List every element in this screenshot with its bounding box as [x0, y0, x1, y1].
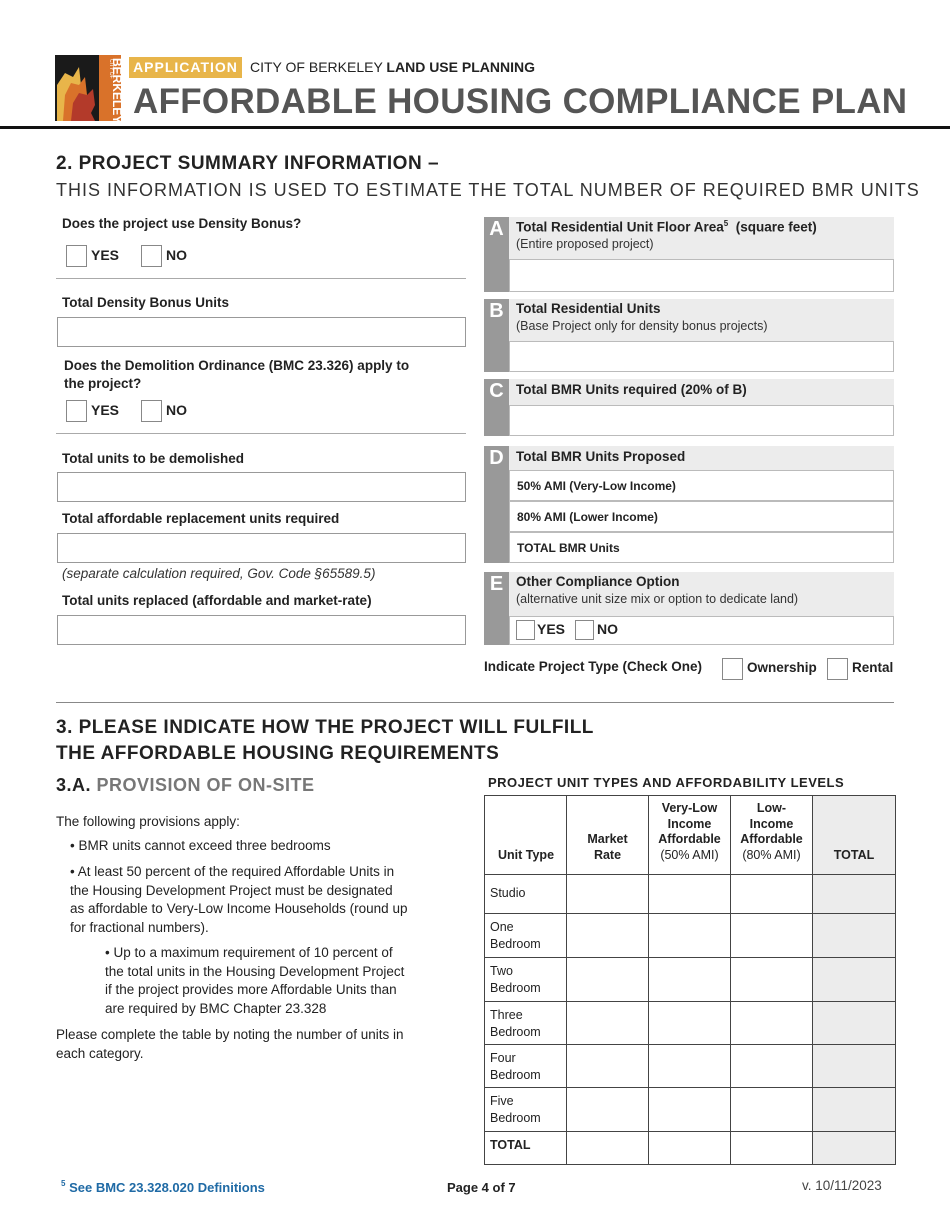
table-row	[485, 1045, 896, 1088]
cell-total[interactable]	[813, 958, 896, 1002]
bmr-total-row[interactable]	[509, 532, 894, 563]
row-label-l1: Four	[490, 1051, 516, 1065]
cell-total[interactable]	[813, 1002, 896, 1045]
provision-sub-bullet-line3: if the project provides more Affordable Units than	[105, 982, 397, 997]
table-instructions	[56, 1026, 403, 1063]
table-row	[485, 1002, 896, 1045]
ownership-checkbox[interactable]	[722, 658, 743, 680]
provision-sub-bullet-line4: are required by BMC Chapter 23.328	[105, 1000, 327, 1016]
provision-bullet-1: • BMR units cannot exceed three bedrooms	[70, 838, 331, 853]
block-b-letter: B	[484, 299, 509, 372]
cell-market-rate[interactable]	[567, 1045, 649, 1088]
header-divider	[0, 126, 950, 129]
table-row	[485, 1088, 896, 1132]
cell-very-low-income[interactable]	[649, 1088, 731, 1132]
col-unit-type: Unit Type	[485, 796, 567, 875]
col-vli-l3: Affordable	[658, 832, 721, 846]
section-2-title: 2. PROJECT SUMMARY INFORMATION –	[56, 153, 440, 174]
table-row	[485, 875, 896, 914]
block-c-letter: C	[484, 379, 509, 436]
col-market-rate-l2: Rate	[593, 847, 622, 862]
footnote-mark: 5	[61, 1179, 66, 1188]
unit-table-caption: PROJECT UNIT TYPES AND AFFORDABILITY LEVELS	[488, 775, 845, 790]
cell-low-income[interactable]	[731, 1088, 813, 1132]
cell-market-rate[interactable]	[567, 1088, 649, 1132]
page-title: AFFORDABLE HOUSING COMPLIANCE PLAN	[133, 82, 908, 121]
cell-very-low-income[interactable]	[649, 958, 731, 1002]
project-type-label: Indicate Project Type (Check One)	[484, 659, 703, 674]
block-a-title	[516, 219, 817, 235]
row-label-l1: Studio	[490, 886, 526, 900]
demolished-units-input[interactable]	[57, 472, 466, 502]
other-option-yes-checkbox[interactable]	[516, 620, 535, 640]
demolition-question	[64, 357, 409, 393]
col-li-l4: (80% AMI)	[742, 847, 801, 862]
table-row	[485, 914, 896, 958]
cell-market-rate[interactable]	[567, 958, 649, 1002]
col-li-l2: Income	[749, 816, 794, 831]
provision-bullet-2-line3: as affordable to Very-Low Income Households (round up	[70, 901, 408, 916]
table-instructions-line1: Please complete the table by noting the number of units in	[56, 1027, 404, 1042]
col-total: TOTAL	[813, 796, 896, 875]
section-3-title-line1: 3. PLEASE INDICATE HOW THE PROJECT WILL FULFILL	[56, 717, 594, 738]
col-low-income	[731, 796, 813, 875]
row-label-l1: TOTAL	[490, 1138, 531, 1152]
row-label-l1: One	[490, 920, 514, 934]
application-tag: APPLICATION	[129, 57, 242, 78]
row-label	[485, 1002, 567, 1045]
provisions-intro: The following provisions apply:	[56, 814, 240, 829]
units-replaced-input[interactable]	[57, 615, 466, 645]
cell-low-income[interactable]	[731, 875, 813, 914]
block-a-letter: A	[484, 217, 509, 292]
table-header-row	[485, 796, 896, 875]
block-e-options	[509, 616, 894, 645]
provision-bullet-2	[70, 863, 407, 937]
cell-low-income[interactable]	[731, 1045, 813, 1088]
row-label	[485, 875, 567, 914]
row-label-l2: Bedroom	[490, 981, 541, 995]
row-label	[485, 958, 567, 1002]
block-e-letter: E	[484, 572, 509, 645]
density-units-label: Total Density Bonus Units	[62, 295, 230, 310]
col-li-l1: Low-	[756, 801, 787, 815]
block-d-letter: D	[484, 446, 509, 563]
cell-low-income[interactable]	[731, 914, 813, 958]
provision-bullet-2-line1: • At least 50 percent of the required Affordable Units in	[70, 864, 395, 879]
bmr-50-ami-row[interactable]	[509, 470, 894, 501]
page-number: Page 4 of 7	[447, 1180, 516, 1195]
row-label-l1: Three	[490, 1008, 523, 1022]
block-a-title-text: Total Residential Unit Floor Area	[516, 219, 724, 235]
block-e-title: Other Compliance Option	[516, 574, 680, 589]
cell-total[interactable]	[813, 1088, 896, 1132]
demolition-question-line2: the project?	[64, 376, 142, 391]
replacement-units-input[interactable]	[57, 533, 466, 563]
block-d-title: Total BMR Units Proposed	[516, 449, 686, 464]
cell-total[interactable]	[813, 1045, 896, 1088]
rental-label: Rental	[852, 660, 894, 675]
col-li-l3: Affordable	[740, 832, 803, 846]
row-label-l2: Bedroom	[490, 937, 541, 951]
block-c-title: Total BMR Units required (20% of B)	[516, 382, 747, 397]
department-name	[250, 59, 535, 75]
divider	[56, 278, 466, 279]
logo-berkeley: BERKELEY	[110, 58, 121, 121]
cell-total[interactable]	[813, 1132, 896, 1165]
block-e-subtitle: (alternative unit size mix or option to dedicate land)	[516, 592, 799, 606]
col-very-low-income	[649, 796, 731, 875]
department-prefix: CITY OF BERKELEY	[250, 59, 383, 75]
cell-very-low-income[interactable]	[649, 1002, 731, 1045]
row-label	[485, 914, 567, 958]
row-label	[485, 1132, 567, 1165]
cell-very-low-income[interactable]	[649, 1045, 731, 1088]
col-vli-l4: (50% AMI)	[660, 847, 719, 862]
row-label	[485, 1088, 567, 1132]
ownership-label: Ownership	[747, 660, 817, 675]
demolition-question-line1: Does the Demolition Ordinance (BMC 23.326) apply to	[64, 358, 410, 373]
other-option-no-checkbox[interactable]	[575, 620, 594, 640]
logo-city-of: CITY OF	[108, 59, 114, 79]
demolition-yes-label: YES	[91, 402, 120, 418]
col-vli-l2: Income	[667, 816, 712, 831]
density-no-label: NO	[166, 247, 187, 263]
table-instructions-line2: each category.	[56, 1045, 144, 1061]
row-label-l2: Bedroom	[490, 1068, 541, 1082]
provision-sub-bullet-line2: the total units in the Housing Development Project	[105, 963, 405, 979]
density-yes-label: YES	[91, 247, 120, 263]
table-total-row	[485, 1132, 896, 1165]
density-yes-checkbox[interactable]	[66, 245, 87, 267]
cell-low-income[interactable]	[731, 1002, 813, 1045]
bmr-required-input[interactable]	[509, 405, 894, 436]
divider	[56, 433, 466, 434]
replacement-note: (separate calculation required, Gov. Code §65589.5)	[62, 566, 376, 581]
residential-units-input[interactable]	[509, 341, 894, 372]
cell-very-low-income[interactable]	[649, 914, 731, 958]
cell-total[interactable]	[813, 914, 896, 958]
section-3a-title	[56, 775, 315, 796]
bmr-50-ami-label: 50% AMI (Very-Low Income)	[517, 479, 676, 493]
provision-bullet-2-line4: for fractional numbers).	[70, 919, 209, 935]
section-2-subtitle: THIS INFORMATION IS USED TO ESTIMATE THE TOTAL NUMBER OF REQUIRED BMR UNITS	[56, 180, 920, 200]
section-3a-prefix: 3.A.	[56, 775, 92, 795]
row-label-l2: Bedroom	[490, 1111, 541, 1125]
block-a-footnote-mark: 5	[723, 219, 729, 228]
rental-checkbox[interactable]	[827, 658, 848, 680]
demolished-units-label: Total units to be demolished	[62, 451, 245, 466]
provision-sub-bullet-line1: • Up to a maximum requirement of 10 percent of	[105, 945, 393, 960]
footnote	[61, 1180, 265, 1195]
table-row	[485, 958, 896, 1002]
cell-very-low-income[interactable]	[649, 875, 731, 914]
block-a-title-suffix: (square feet)	[735, 219, 817, 235]
unit-types-table	[484, 795, 896, 1165]
density-no-checkbox[interactable]	[141, 245, 162, 267]
cell-low-income[interactable]	[731, 1132, 813, 1165]
version-date: v. 10/11/2023	[802, 1178, 882, 1193]
row-label	[485, 1045, 567, 1088]
department-bold: LAND USE PLANNING	[386, 59, 535, 75]
density-units-input[interactable]	[57, 317, 466, 347]
demolition-no-label: NO	[166, 402, 187, 418]
cell-market-rate[interactable]	[567, 1002, 649, 1045]
section-3a-name: PROVISION OF ON-SITE	[96, 775, 315, 795]
cell-total[interactable]	[813, 875, 896, 914]
units-replaced-label: Total units replaced (affordable and market-rate)	[62, 593, 372, 608]
berkeley-logo	[55, 55, 121, 121]
cell-very-low-income[interactable]	[649, 1132, 731, 1165]
col-market-rate	[567, 796, 649, 875]
demolition-yes-checkbox[interactable]	[66, 400, 87, 422]
bmr-80-ami-row[interactable]	[509, 501, 894, 532]
other-option-yes-label: YES	[537, 621, 566, 637]
floor-area-input[interactable]	[509, 259, 894, 292]
bmr-80-ami-label: 80% AMI (Lower Income)	[517, 510, 658, 524]
block-b-subtitle: (Base Project only for density bonus projects)	[516, 319, 768, 333]
col-vli-l1: Very-Low	[661, 801, 718, 815]
block-b-title: Total Residential Units	[516, 301, 661, 316]
bmr-total-label: TOTAL BMR Units	[517, 541, 620, 555]
density-bonus-question: Does the project use Density Bonus?	[62, 216, 302, 231]
section-divider	[56, 702, 894, 703]
row-label-l1: Five	[490, 1094, 514, 1108]
col-market-rate-l1: Market	[587, 832, 628, 846]
demolition-no-checkbox[interactable]	[141, 400, 162, 422]
cell-low-income[interactable]	[731, 958, 813, 1002]
provision-bullet-2-line2: the Housing Development Project must be designated	[70, 882, 393, 898]
cell-market-rate[interactable]	[567, 1132, 649, 1165]
row-label-l1: Two	[490, 964, 513, 978]
cell-market-rate[interactable]	[567, 914, 649, 958]
provision-sub-bullet	[105, 944, 404, 1018]
block-a-subtitle: (Entire proposed project)	[516, 237, 654, 251]
other-option-no-label: NO	[597, 621, 618, 637]
cell-market-rate[interactable]	[567, 875, 649, 914]
footnote-link[interactable]: See BMC 23.328.020 Definitions	[69, 1180, 265, 1195]
section-3-title	[56, 715, 594, 767]
row-label-l2: Bedroom	[490, 1025, 541, 1039]
replacement-units-label: Total affordable replacement units required	[62, 511, 340, 526]
section-3-title-line2: THE AFFORDABLE HOUSING REQUIREMENTS	[56, 743, 500, 764]
